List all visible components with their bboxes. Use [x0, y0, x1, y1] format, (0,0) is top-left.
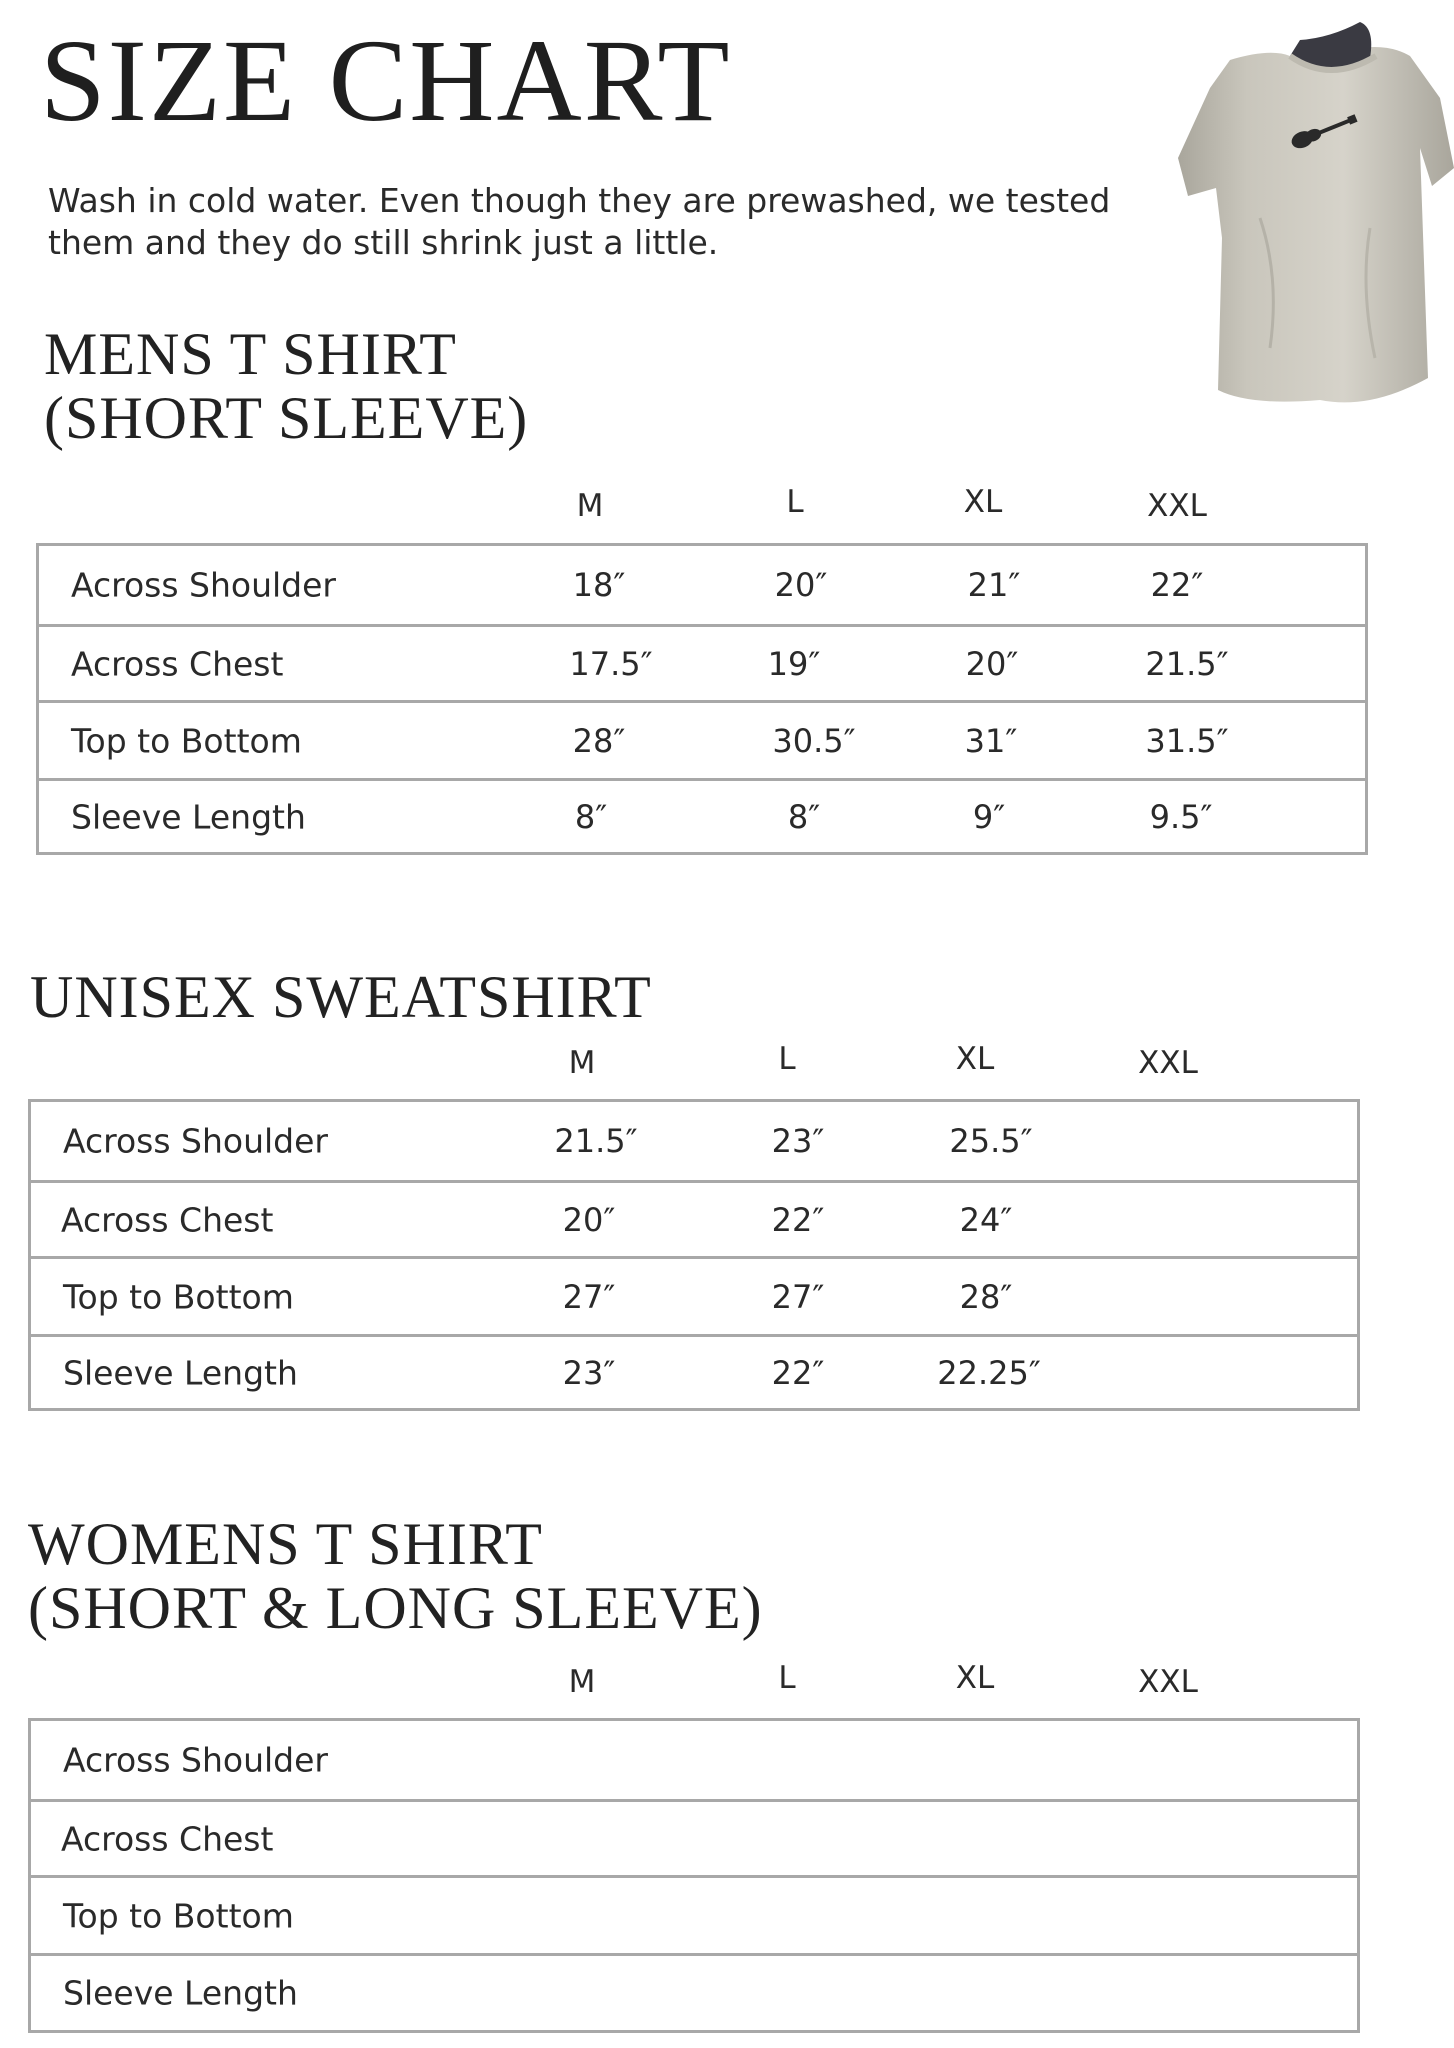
cell-value: 31″ [964, 721, 1018, 760]
size-header-l: L [786, 484, 804, 520]
table-row [31, 1953, 1357, 2030]
table-row [31, 1334, 1357, 1408]
row-label: Top to Bottom [63, 1896, 294, 1935]
cell-value: 28″ [572, 721, 626, 760]
tshirt-with-guitar-icon [1170, 18, 1454, 418]
womens-title-line1: WOMENS T SHIRT [28, 1511, 543, 1577]
cell-value: 31.5″ [1145, 721, 1229, 760]
cell-value: 22″ [771, 1353, 825, 1392]
table-row [39, 624, 1365, 700]
cell-value: 22″ [1150, 566, 1204, 604]
unisex-size-table [28, 1099, 1360, 1411]
size-header-m: M [576, 488, 604, 524]
row-label: Across Shoulder [71, 565, 336, 605]
cell-value: 22.25″ [937, 1353, 1041, 1392]
cell-value: 24″ [959, 1200, 1013, 1239]
cell-value: 21.5″ [1145, 644, 1229, 683]
cell-value: 27″ [771, 1277, 825, 1316]
cell-value: 23″ [562, 1353, 616, 1392]
care-note: Wash in cold water. Even though they are prewashed, we tested them and they do still shrink just a little. [48, 181, 1111, 262]
size-header-xxl: XXL [1138, 1664, 1198, 1700]
cell-value: 25.5″ [949, 1122, 1033, 1160]
cell-value: 9″ [972, 797, 1006, 836]
womens-title-line2: (SHORT & LONG SLEEVE) [28, 1575, 763, 1641]
cell-value: 21″ [967, 566, 1021, 604]
table-row [31, 1875, 1357, 1953]
table-row [31, 1256, 1357, 1334]
size-header-xl: XL [955, 1660, 995, 1696]
size-header-m: M [568, 1045, 596, 1081]
cell-value: 20″ [965, 644, 1019, 683]
cell-value: 21.5″ [554, 1122, 638, 1160]
cell-value: 9.5″ [1149, 797, 1213, 836]
mens-size-table [36, 543, 1368, 855]
size-header-xl: XL [955, 1041, 995, 1077]
row-label: Across Chest [61, 1819, 274, 1858]
table-row [31, 1721, 1357, 1799]
cell-value: 17.5″ [569, 644, 653, 683]
cell-value: 19″ [767, 644, 821, 683]
cell-value: 23″ [771, 1122, 825, 1160]
mens-title-line2: (SHORT SLEEVE) [44, 385, 529, 451]
cell-value: 28″ [959, 1277, 1013, 1316]
row-label: Sleeve Length [63, 1353, 298, 1392]
row-label: Across Chest [61, 1200, 274, 1239]
cell-value: 20″ [774, 566, 828, 604]
size-header-m: M [568, 1664, 596, 1700]
table-row [39, 700, 1365, 778]
size-header-xxl: XXL [1147, 488, 1207, 524]
unisex-title-line1: UNISEX SWEATSHIRT [30, 964, 652, 1030]
row-label: Across Shoulder [63, 1121, 328, 1161]
cell-value: 22″ [771, 1200, 825, 1239]
cell-value: 20″ [562, 1200, 616, 1239]
table-row [31, 1180, 1357, 1256]
page-title: SIZE CHART [40, 15, 732, 146]
cell-value: 30.5″ [772, 721, 856, 760]
unisex-section-title [30, 965, 652, 1029]
mens-section-title [44, 322, 528, 450]
row-label: Top to Bottom [63, 1277, 294, 1316]
mens-title-line1: MENS T SHIRT [44, 321, 457, 387]
row-label: Sleeve Length [63, 1973, 298, 2013]
size-header-l: L [778, 1660, 796, 1696]
cell-value: 8″ [787, 797, 821, 836]
cell-value: 8″ [574, 797, 608, 836]
product-photo [1170, 18, 1454, 418]
table-row [31, 1102, 1357, 1180]
table-row [31, 1799, 1357, 1875]
row-label: Across Shoulder [63, 1740, 328, 1780]
row-label: Top to Bottom [71, 721, 302, 760]
womens-size-table [28, 1718, 1360, 2033]
cell-value: 27″ [562, 1277, 616, 1316]
table-row [39, 546, 1365, 624]
cell-value: 18″ [572, 566, 626, 604]
size-header-xl: XL [963, 484, 1003, 520]
row-label: Sleeve Length [71, 797, 306, 836]
womens-section-title [28, 1512, 763, 1640]
row-label: Across Chest [71, 644, 284, 683]
size-header-l: L [778, 1041, 796, 1077]
size-header-xxl: XXL [1138, 1045, 1198, 1081]
table-row [39, 778, 1365, 852]
